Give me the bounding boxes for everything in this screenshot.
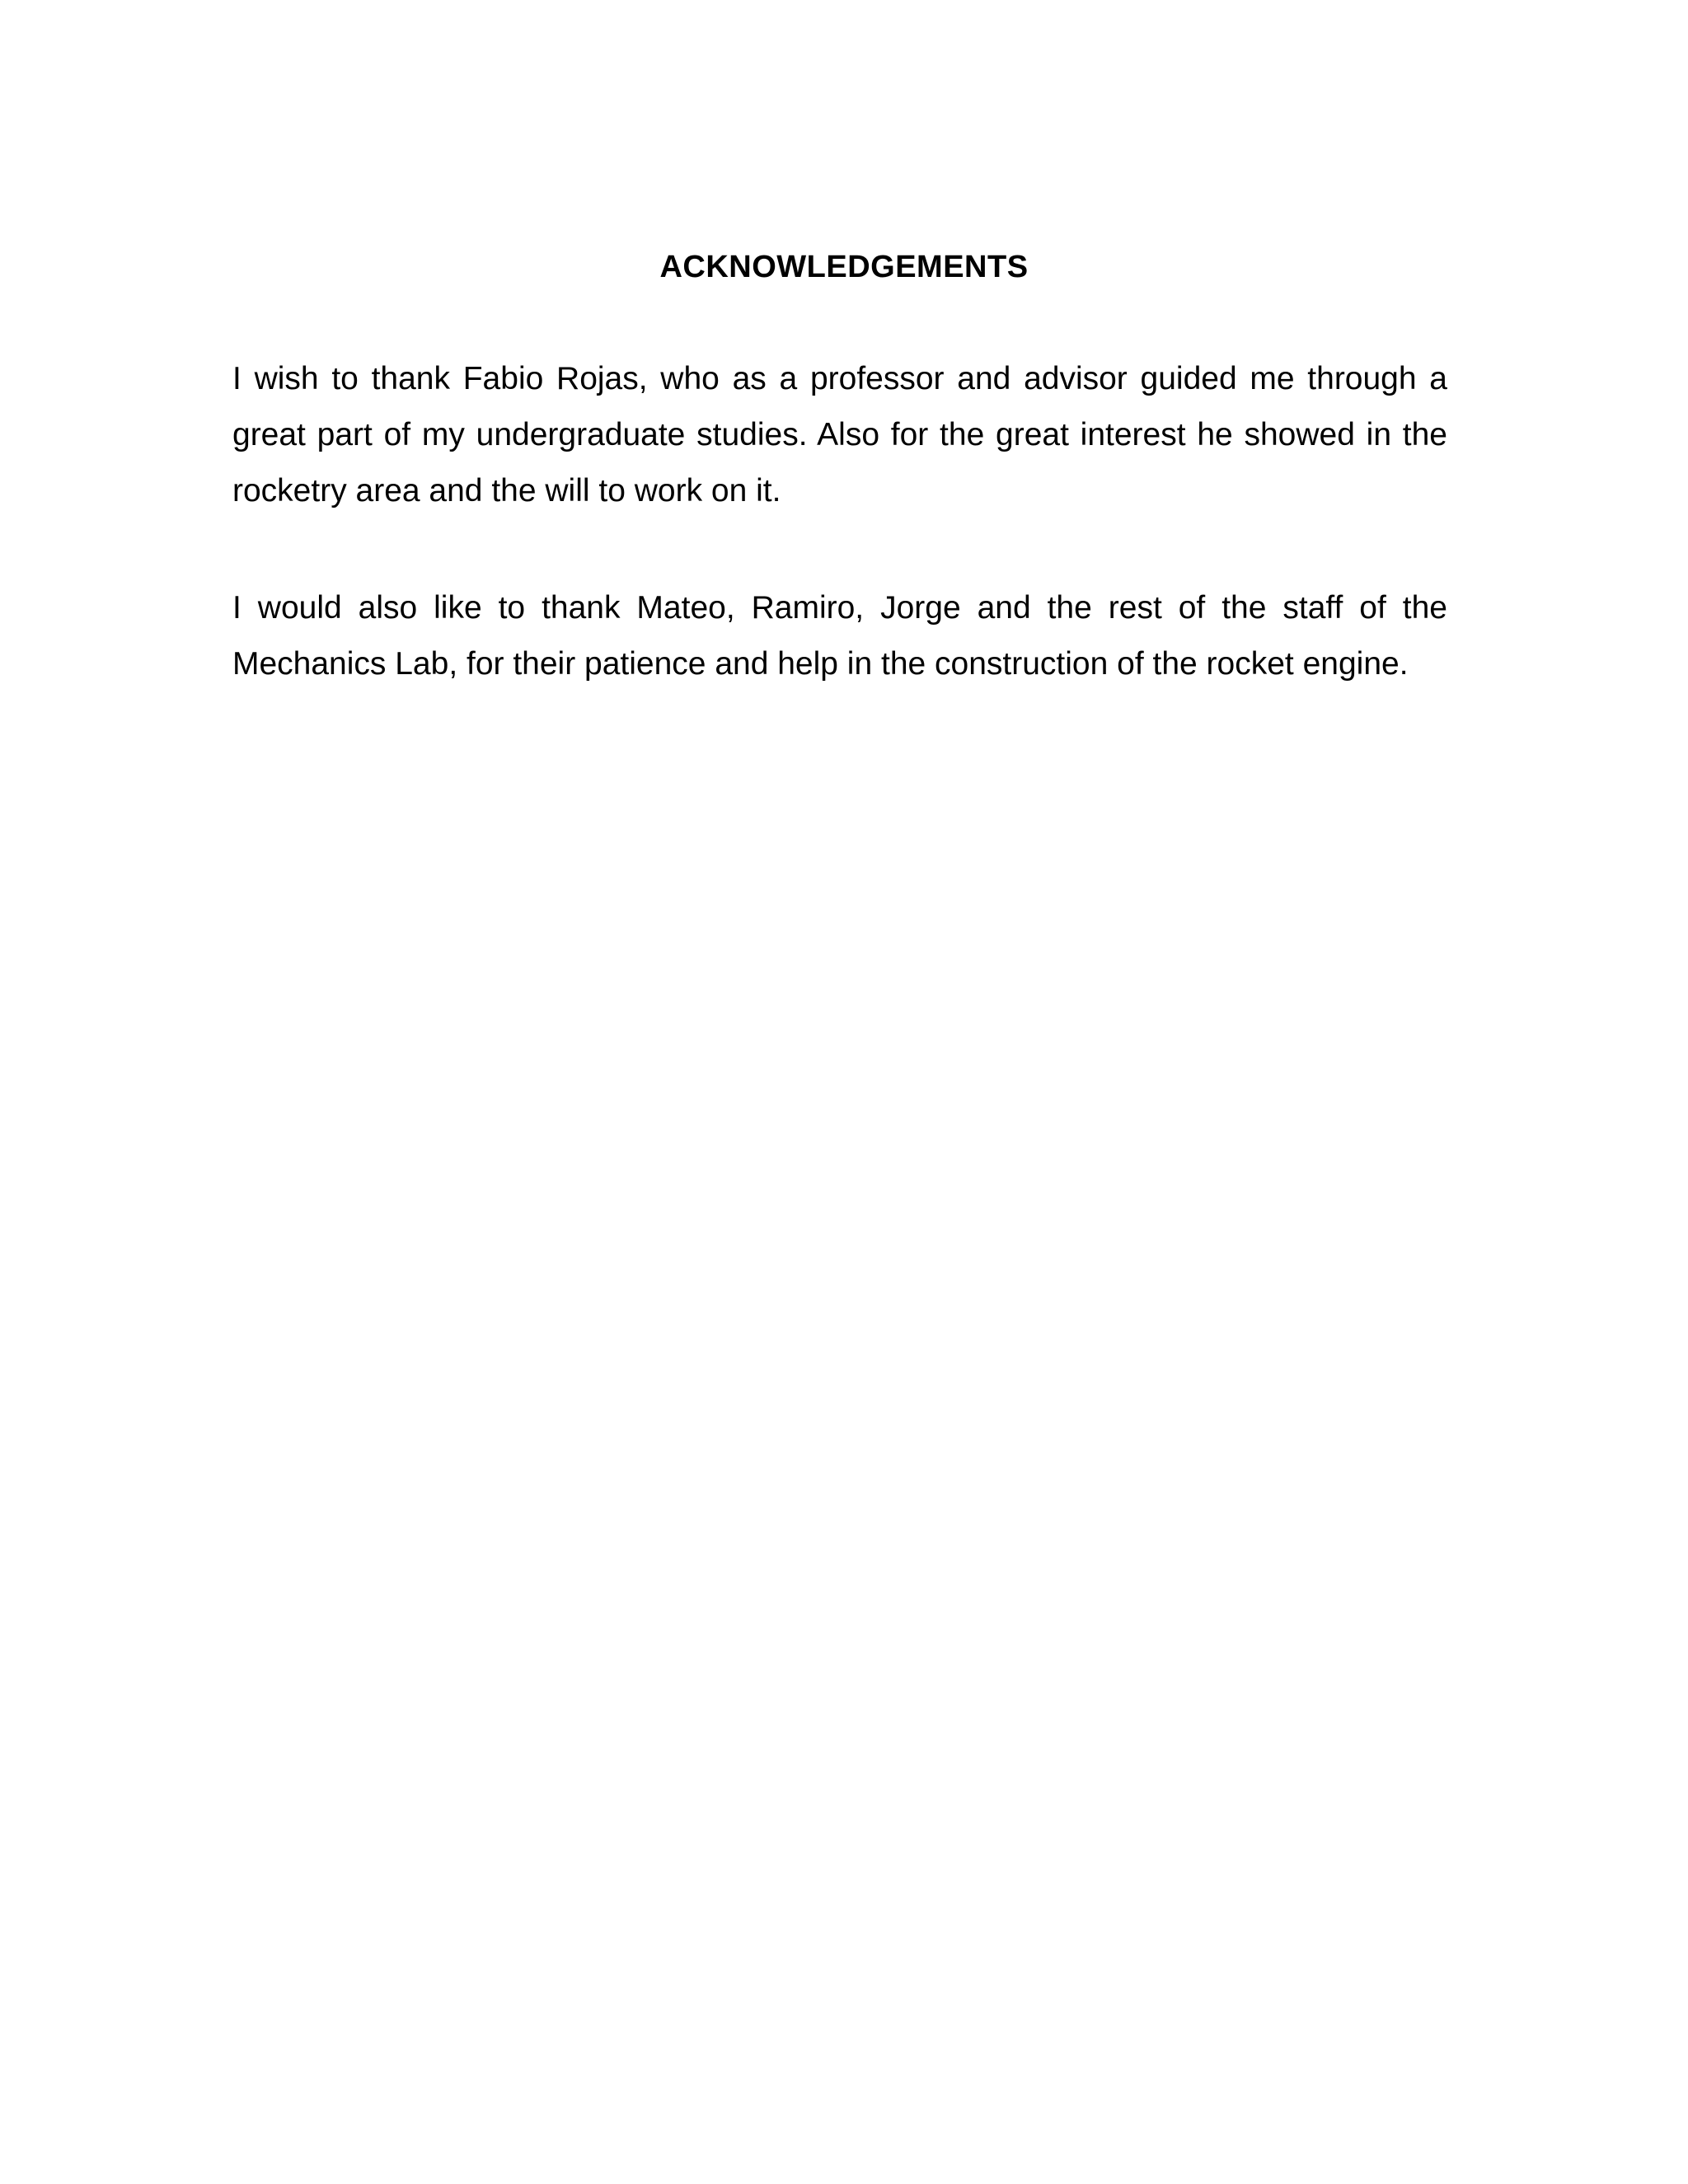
- page-title: ACKNOWLEDGEMENTS: [659, 250, 1029, 284]
- acknowledgement-paragraph-2: I would also like to thank Mateo, Ramiro, Jorge and the rest of the staff of the Mechanics Lab, for their patience and help in the construction of the rocket engine.: [232, 590, 1447, 682]
- acknowledgement-paragraph-1: I wish to thank Fabio Rojas, who as a professor and advisor guided me through a great part of my undergraduate studies. Also for the great interest he showed in the rocketry area and the will to work on it.: [232, 361, 1447, 509]
